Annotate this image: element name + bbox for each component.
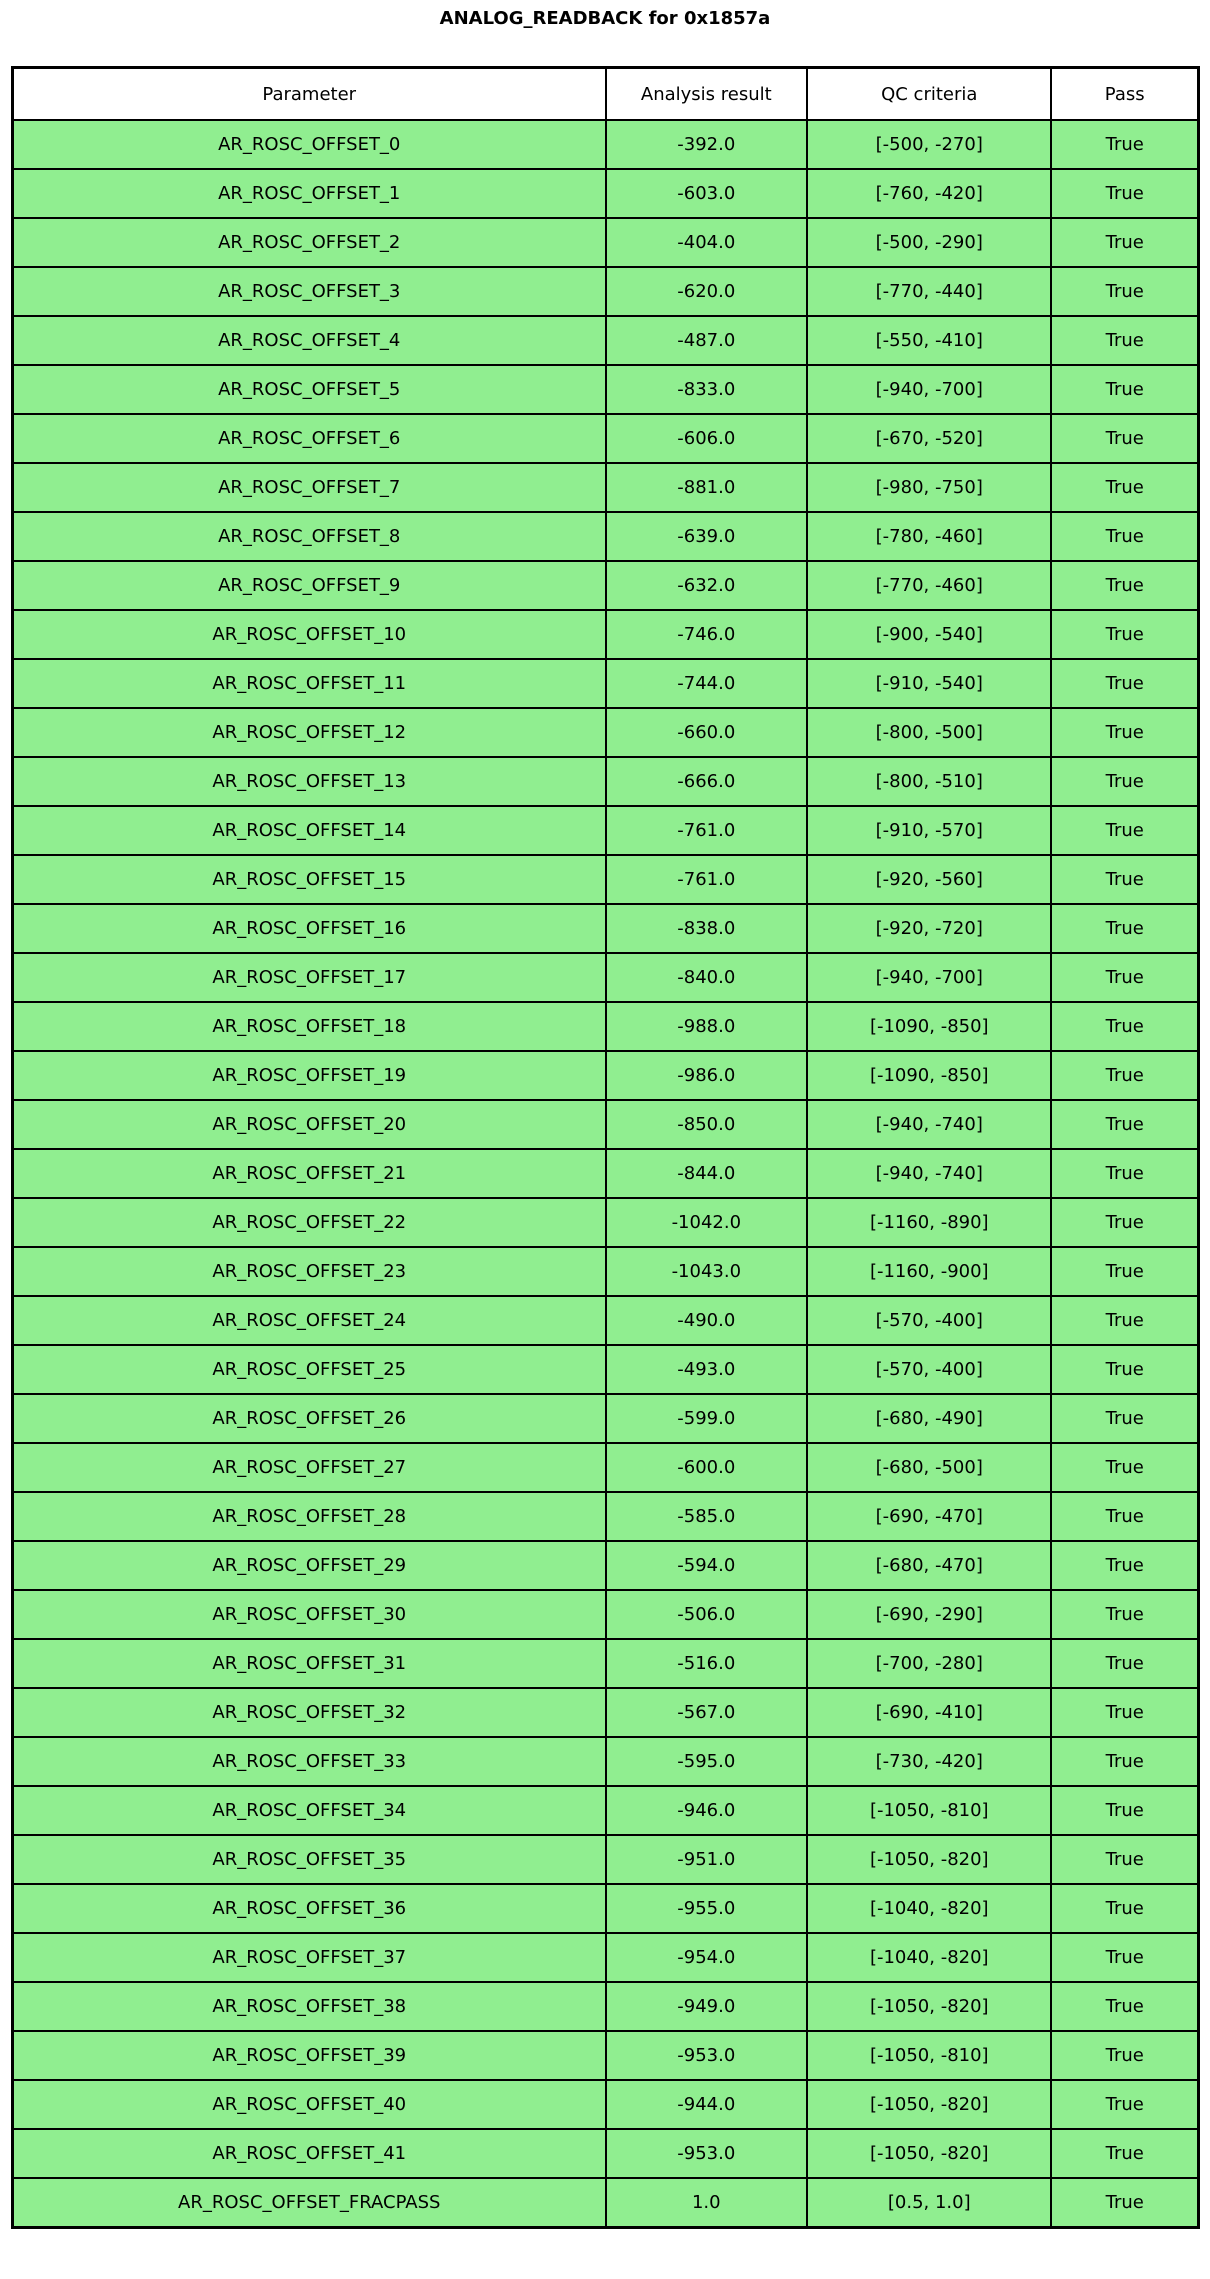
row-pass-value: True	[1051, 708, 1198, 757]
row-analysis-result: 1.0	[606, 2178, 808, 2228]
row-pass-value: True	[1051, 1786, 1198, 1835]
row-qc-criteria: [-940, -740]	[807, 1100, 1051, 1149]
row-qc-criteria: [-1090, -850]	[807, 1051, 1051, 1100]
row-pass-value: True	[1051, 757, 1198, 806]
row-analysis-result: -744.0	[606, 659, 808, 708]
row-analysis-result: -944.0	[606, 2080, 808, 2129]
row-parameter: AR_ROSC_OFFSET_35	[13, 1835, 606, 1884]
row-pass-value: True	[1051, 1492, 1198, 1541]
row-parameter: AR_ROSC_OFFSET_5	[13, 365, 606, 414]
table-row	[13, 120, 1199, 169]
table-row	[13, 1149, 1199, 1198]
row-parameter: AR_ROSC_OFFSET_20	[13, 1100, 606, 1149]
row-parameter: AR_ROSC_OFFSET_0	[13, 120, 606, 169]
row-qc-criteria: [-690, -470]	[807, 1492, 1051, 1541]
table-row	[13, 1296, 1199, 1345]
row-qc-criteria: [-980, -750]	[807, 463, 1051, 512]
row-analysis-result: -761.0	[606, 855, 808, 904]
column-header-qc-criteria: QC criteria	[807, 68, 1051, 121]
row-pass-value: True	[1051, 904, 1198, 953]
row-pass-value: True	[1051, 1590, 1198, 1639]
row-pass-value: True	[1051, 1884, 1198, 1933]
row-qc-criteria: [-1050, -810]	[807, 2031, 1051, 2080]
row-pass-value: True	[1051, 1737, 1198, 1786]
table-row	[13, 267, 1199, 316]
row-qc-criteria: [-1160, -900]	[807, 1247, 1051, 1296]
row-pass-value: True	[1051, 561, 1198, 610]
row-parameter: AR_ROSC_OFFSET_29	[13, 1541, 606, 1590]
row-pass-value: True	[1051, 2031, 1198, 2080]
row-parameter: AR_ROSC_OFFSET_13	[13, 757, 606, 806]
row-parameter: AR_ROSC_OFFSET_32	[13, 1688, 606, 1737]
row-analysis-result: -1043.0	[606, 1247, 808, 1296]
row-parameter: AR_ROSC_OFFSET_3	[13, 267, 606, 316]
row-qc-criteria: [-1050, -820]	[807, 1835, 1051, 1884]
row-qc-criteria: [-680, -470]	[807, 1541, 1051, 1590]
table-row	[13, 1541, 1199, 1590]
row-qc-criteria: [-680, -500]	[807, 1443, 1051, 1492]
row-analysis-result: -838.0	[606, 904, 808, 953]
table-row	[13, 1737, 1199, 1786]
row-parameter: AR_ROSC_OFFSET_9	[13, 561, 606, 610]
table-row	[13, 1786, 1199, 1835]
row-parameter: AR_ROSC_OFFSET_4	[13, 316, 606, 365]
table-row	[13, 1100, 1199, 1149]
row-pass-value: True	[1051, 169, 1198, 218]
row-analysis-result: -632.0	[606, 561, 808, 610]
row-parameter: AR_ROSC_OFFSET_14	[13, 806, 606, 855]
table-row	[13, 953, 1199, 1002]
table-row	[13, 610, 1199, 659]
row-qc-criteria: [-1050, -820]	[807, 2080, 1051, 2129]
row-parameter: AR_ROSC_OFFSET_38	[13, 1982, 606, 2031]
row-qc-criteria: [-770, -440]	[807, 267, 1051, 316]
row-qc-criteria: [-920, -560]	[807, 855, 1051, 904]
row-qc-criteria: [-900, -540]	[807, 610, 1051, 659]
table-row	[13, 1394, 1199, 1443]
row-qc-criteria: [-670, -520]	[807, 414, 1051, 463]
row-analysis-result: -986.0	[606, 1051, 808, 1100]
row-parameter: AR_ROSC_OFFSET_40	[13, 2080, 606, 2129]
table-header	[13, 68, 1199, 121]
table-row	[13, 218, 1199, 267]
row-pass-value: True	[1051, 1835, 1198, 1884]
row-pass-value: True	[1051, 267, 1198, 316]
row-pass-value: True	[1051, 1688, 1198, 1737]
row-analysis-result: -594.0	[606, 1541, 808, 1590]
row-qc-criteria: [-760, -420]	[807, 169, 1051, 218]
row-analysis-result: -746.0	[606, 610, 808, 659]
row-pass-value: True	[1051, 659, 1198, 708]
row-pass-value: True	[1051, 806, 1198, 855]
row-pass-value: True	[1051, 316, 1198, 365]
row-analysis-result: -840.0	[606, 953, 808, 1002]
row-pass-value: True	[1051, 1100, 1198, 1149]
row-pass-value: True	[1051, 1002, 1198, 1051]
row-pass-value: True	[1051, 2178, 1198, 2228]
row-parameter: AR_ROSC_OFFSET_26	[13, 1394, 606, 1443]
table-row	[13, 1443, 1199, 1492]
row-qc-criteria: [-940, -740]	[807, 1149, 1051, 1198]
row-qc-criteria: [-500, -270]	[807, 120, 1051, 169]
row-pass-value: True	[1051, 1247, 1198, 1296]
row-analysis-result: -599.0	[606, 1394, 808, 1443]
row-qc-criteria: [-680, -490]	[807, 1394, 1051, 1443]
row-analysis-result: -620.0	[606, 267, 808, 316]
table-row	[13, 806, 1199, 855]
table-row	[13, 1198, 1199, 1247]
row-analysis-result: -850.0	[606, 1100, 808, 1149]
row-qc-criteria: [-780, -460]	[807, 512, 1051, 561]
row-pass-value: True	[1051, 1541, 1198, 1590]
table-row	[13, 1982, 1199, 2031]
row-qc-criteria: [-570, -400]	[807, 1345, 1051, 1394]
table-row	[13, 855, 1199, 904]
row-parameter: AR_ROSC_OFFSET_16	[13, 904, 606, 953]
row-analysis-result: -595.0	[606, 1737, 808, 1786]
row-analysis-result: -567.0	[606, 1688, 808, 1737]
row-analysis-result: -603.0	[606, 169, 808, 218]
row-analysis-result: -600.0	[606, 1443, 808, 1492]
row-parameter: AR_ROSC_OFFSET_39	[13, 2031, 606, 2080]
row-analysis-result: -585.0	[606, 1492, 808, 1541]
row-qc-criteria: [-730, -420]	[807, 1737, 1051, 1786]
table-row	[13, 512, 1199, 561]
row-parameter: AR_ROSC_OFFSET_2	[13, 218, 606, 267]
table-header-row	[13, 68, 1199, 121]
row-parameter: AR_ROSC_OFFSET_22	[13, 1198, 606, 1247]
row-parameter: AR_ROSC_OFFSET_7	[13, 463, 606, 512]
row-pass-value: True	[1051, 1443, 1198, 1492]
row-analysis-result: -506.0	[606, 1590, 808, 1639]
table-row	[13, 414, 1199, 463]
row-parameter: AR_ROSC_OFFSET_33	[13, 1737, 606, 1786]
row-qc-criteria: [-920, -720]	[807, 904, 1051, 953]
column-header-parameter: Parameter	[13, 68, 606, 121]
table-row	[13, 2178, 1199, 2228]
row-analysis-result: -988.0	[606, 1002, 808, 1051]
row-qc-criteria: [-550, -410]	[807, 316, 1051, 365]
row-parameter: AR_ROSC_OFFSET_25	[13, 1345, 606, 1394]
row-qc-criteria: [-1050, -820]	[807, 2129, 1051, 2178]
row-parameter: AR_ROSC_OFFSET_36	[13, 1884, 606, 1933]
row-parameter: AR_ROSC_OFFSET_19	[13, 1051, 606, 1100]
row-analysis-result: -953.0	[606, 2031, 808, 2080]
row-analysis-result: -951.0	[606, 1835, 808, 1884]
row-analysis-result: -490.0	[606, 1296, 808, 1345]
row-pass-value: True	[1051, 120, 1198, 169]
row-analysis-result: -1042.0	[606, 1198, 808, 1247]
row-analysis-result: -660.0	[606, 708, 808, 757]
row-analysis-result: -639.0	[606, 512, 808, 561]
row-pass-value: True	[1051, 218, 1198, 267]
row-analysis-result: -955.0	[606, 1884, 808, 1933]
table-row	[13, 169, 1199, 218]
row-qc-criteria: [-1040, -820]	[807, 1884, 1051, 1933]
row-analysis-result: -516.0	[606, 1639, 808, 1688]
row-analysis-result: -954.0	[606, 1933, 808, 1982]
row-qc-criteria: [-770, -460]	[807, 561, 1051, 610]
row-analysis-result: -946.0	[606, 1786, 808, 1835]
row-parameter: AR_ROSC_OFFSET_8	[13, 512, 606, 561]
row-qc-criteria: [-1090, -850]	[807, 1002, 1051, 1051]
row-pass-value: True	[1051, 2080, 1198, 2129]
table-row	[13, 1345, 1199, 1394]
row-analysis-result: -881.0	[606, 463, 808, 512]
row-pass-value: True	[1051, 953, 1198, 1002]
row-qc-criteria: [-940, -700]	[807, 365, 1051, 414]
row-pass-value: True	[1051, 1198, 1198, 1247]
row-qc-criteria: [-910, -540]	[807, 659, 1051, 708]
row-qc-criteria: [-1160, -890]	[807, 1198, 1051, 1247]
row-parameter: AR_ROSC_OFFSET_17	[13, 953, 606, 1002]
table-row	[13, 1051, 1199, 1100]
column-header-analysis-result: Analysis result	[606, 68, 808, 121]
table-row	[13, 708, 1199, 757]
row-parameter: AR_ROSC_OFFSET_10	[13, 610, 606, 659]
row-qc-criteria: [-690, -410]	[807, 1688, 1051, 1737]
row-parameter: AR_ROSC_OFFSET_23	[13, 1247, 606, 1296]
table-row	[13, 659, 1199, 708]
row-analysis-result: -404.0	[606, 218, 808, 267]
table-body	[13, 120, 1199, 2228]
row-pass-value: True	[1051, 1394, 1198, 1443]
row-qc-criteria: [-570, -400]	[807, 1296, 1051, 1345]
row-pass-value: True	[1051, 1296, 1198, 1345]
row-qc-criteria: [-500, -290]	[807, 218, 1051, 267]
table-row	[13, 1688, 1199, 1737]
column-header-pass: Pass	[1051, 68, 1198, 121]
row-parameter: AR_ROSC_OFFSET_18	[13, 1002, 606, 1051]
row-parameter: AR_ROSC_OFFSET_27	[13, 1443, 606, 1492]
row-pass-value: True	[1051, 1051, 1198, 1100]
qc-results-table	[11, 66, 1200, 2229]
row-analysis-result: -761.0	[606, 806, 808, 855]
row-analysis-result: -606.0	[606, 414, 808, 463]
row-qc-criteria: [-690, -290]	[807, 1590, 1051, 1639]
row-parameter: AR_ROSC_OFFSET_28	[13, 1492, 606, 1541]
row-analysis-result: -949.0	[606, 1982, 808, 2031]
row-parameter: AR_ROSC_OFFSET_FRACPASS	[13, 2178, 606, 2228]
row-analysis-result: -487.0	[606, 316, 808, 365]
row-analysis-result: -844.0	[606, 1149, 808, 1198]
table-row	[13, 365, 1199, 414]
row-qc-criteria: [-800, -500]	[807, 708, 1051, 757]
row-qc-criteria: [-1050, -820]	[807, 1982, 1051, 2031]
row-pass-value: True	[1051, 1982, 1198, 2031]
table-row	[13, 757, 1199, 806]
row-qc-criteria: [-910, -570]	[807, 806, 1051, 855]
table-row	[13, 1933, 1199, 1982]
row-qc-criteria: [-1050, -810]	[807, 1786, 1051, 1835]
table-row	[13, 1835, 1199, 1884]
row-parameter: AR_ROSC_OFFSET_31	[13, 1639, 606, 1688]
row-pass-value: True	[1051, 610, 1198, 659]
row-analysis-result: -953.0	[606, 2129, 808, 2178]
row-parameter: AR_ROSC_OFFSET_12	[13, 708, 606, 757]
row-pass-value: True	[1051, 1149, 1198, 1198]
row-pass-value: True	[1051, 855, 1198, 904]
table-row	[13, 1002, 1199, 1051]
row-pass-value: True	[1051, 512, 1198, 561]
row-parameter: AR_ROSC_OFFSET_37	[13, 1933, 606, 1982]
row-parameter: AR_ROSC_OFFSET_11	[13, 659, 606, 708]
table-row	[13, 1247, 1199, 1296]
table-row	[13, 1884, 1199, 1933]
row-pass-value: True	[1051, 414, 1198, 463]
table-row	[13, 316, 1199, 365]
row-parameter: AR_ROSC_OFFSET_1	[13, 169, 606, 218]
table-row	[13, 2031, 1199, 2080]
row-qc-criteria: [-800, -510]	[807, 757, 1051, 806]
row-qc-criteria: [-700, -280]	[807, 1639, 1051, 1688]
row-pass-value: True	[1051, 463, 1198, 512]
row-parameter: AR_ROSC_OFFSET_41	[13, 2129, 606, 2178]
row-qc-criteria: [-1040, -820]	[807, 1933, 1051, 1982]
table-row	[13, 2129, 1199, 2178]
table-row	[13, 1590, 1199, 1639]
row-pass-value: True	[1051, 1933, 1198, 1982]
table-row	[13, 1639, 1199, 1688]
row-parameter: AR_ROSC_OFFSET_21	[13, 1149, 606, 1198]
row-qc-criteria: [0.5, 1.0]	[807, 2178, 1051, 2228]
row-pass-value: True	[1051, 2129, 1198, 2178]
row-pass-value: True	[1051, 365, 1198, 414]
row-parameter: AR_ROSC_OFFSET_34	[13, 1786, 606, 1835]
row-qc-criteria: [-940, -700]	[807, 953, 1051, 1002]
row-parameter: AR_ROSC_OFFSET_30	[13, 1590, 606, 1639]
row-pass-value: True	[1051, 1639, 1198, 1688]
row-parameter: AR_ROSC_OFFSET_15	[13, 855, 606, 904]
row-analysis-result: -833.0	[606, 365, 808, 414]
table-row	[13, 463, 1199, 512]
table-row	[13, 2080, 1199, 2129]
row-analysis-result: -666.0	[606, 757, 808, 806]
table-row	[13, 1492, 1199, 1541]
row-parameter: AR_ROSC_OFFSET_24	[13, 1296, 606, 1345]
row-pass-value: True	[1051, 1345, 1198, 1394]
table-row	[13, 904, 1199, 953]
row-parameter: AR_ROSC_OFFSET_6	[13, 414, 606, 463]
row-analysis-result: -392.0	[606, 120, 808, 169]
page-title: ANALOG_READBACK for 0x1857a	[439, 8, 771, 29]
table-row	[13, 561, 1199, 610]
row-analysis-result: -493.0	[606, 1345, 808, 1394]
